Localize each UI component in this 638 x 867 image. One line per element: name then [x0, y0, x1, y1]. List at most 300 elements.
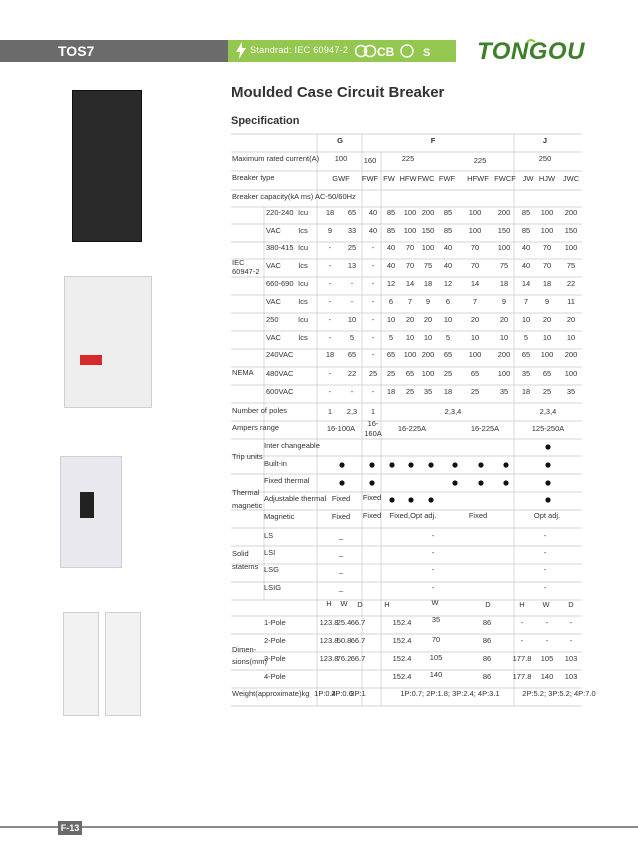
- table-cell: Fixed: [362, 493, 382, 502]
- feature-dot-icon: [478, 462, 483, 467]
- table-cell: Solid: [232, 549, 249, 558]
- table-cell: 123.8: [319, 618, 339, 627]
- table-cell: sions(mm): [232, 657, 267, 666]
- table-cell: 14: [470, 279, 480, 288]
- table-cell: HJW: [538, 174, 556, 183]
- table-cell: Fixed: [331, 512, 351, 521]
- table-cell: 18: [423, 279, 433, 288]
- table-cell: 86: [482, 672, 492, 681]
- table-cell: 152.4: [392, 672, 412, 681]
- table-cell: 160A: [364, 429, 382, 438]
- table-cell: -: [350, 297, 354, 306]
- table-cell: Ics: [298, 261, 308, 270]
- table-cell: 35: [566, 387, 576, 396]
- table-cell: 75: [423, 261, 433, 270]
- table-cell: -: [431, 565, 435, 574]
- table-cell: 100: [421, 243, 435, 252]
- table-cell: 105: [429, 653, 443, 662]
- feature-dot-icon: [503, 462, 508, 467]
- table-cell: 200: [421, 208, 435, 217]
- table-cell: -: [350, 387, 354, 396]
- table-cell: Adjustable thermal: [264, 494, 327, 503]
- table-cell: D: [357, 600, 363, 609]
- table-cell: 160: [363, 156, 377, 165]
- table-cell: IEC: [232, 258, 245, 267]
- table-cell: -: [371, 315, 375, 324]
- table-cell: 66.7: [350, 654, 366, 663]
- table-cell: 100: [497, 243, 511, 252]
- table-cell: 100: [403, 226, 417, 235]
- table-cell: 40: [521, 261, 531, 270]
- table-cell: 6: [388, 297, 394, 306]
- table-cell: 10: [499, 333, 509, 342]
- table-cell: FWC: [417, 174, 435, 183]
- page-title: Moulded Case Circuit Breaker: [231, 84, 445, 101]
- feature-dot-icon: [408, 497, 413, 502]
- table-cell: Inter changeable: [264, 441, 320, 450]
- table-cell: FWCF: [494, 174, 516, 183]
- table-cell: 100: [403, 350, 417, 359]
- table-cell: -: [328, 261, 332, 270]
- table-cell: 2,3,4: [539, 407, 557, 416]
- table-cell: FWF: [361, 174, 379, 183]
- table-cell: 100: [540, 208, 554, 217]
- table-cell: 220-240: [266, 208, 294, 217]
- svg-text:CB: CB: [377, 45, 395, 59]
- table-cell: Maximum rated current(A): [232, 154, 320, 163]
- feature-dot-icon: [339, 480, 344, 485]
- table-cell: 22: [566, 279, 576, 288]
- table-cell: 22: [347, 369, 357, 378]
- table-cell: Icu: [297, 315, 309, 324]
- feature-dot-icon: [545, 480, 550, 485]
- table-cell: 85: [386, 208, 396, 217]
- table-cell: 2,3: [346, 407, 358, 416]
- table-cell: 25: [443, 369, 453, 378]
- table-cell: 100: [403, 208, 417, 217]
- table-cell: F: [430, 136, 436, 145]
- feature-dot-icon: [545, 444, 550, 449]
- table-cell: Ics: [298, 297, 308, 306]
- feature-dot-icon: [389, 497, 394, 502]
- table-cell: -: [569, 636, 573, 645]
- table-cell: 85: [443, 208, 453, 217]
- feature-dot-icon: [339, 462, 344, 467]
- table-cell: 100: [468, 350, 482, 359]
- table-cell: 2-Pole: [264, 636, 286, 645]
- brand-text: TONGOU: [477, 38, 585, 65]
- table-cell: W: [431, 598, 439, 607]
- table-cell: 100: [540, 350, 554, 359]
- table-cell: VAC: [266, 226, 281, 235]
- table-cell: -: [350, 279, 354, 288]
- table-cell: 66.7: [350, 636, 366, 645]
- table-cell: 13: [347, 261, 357, 270]
- table-cell: 105: [540, 654, 554, 663]
- footer-rule: [0, 826, 638, 828]
- table-cell: Fixed: [362, 511, 382, 520]
- table-cell: 20: [405, 315, 415, 324]
- standard-label: Standrad: IEC 60947-2: [250, 45, 349, 55]
- table-cell: 152.4: [392, 654, 412, 663]
- table-cell: -: [431, 583, 435, 592]
- table-cell: 5: [523, 333, 529, 342]
- table-cell: LS: [264, 531, 274, 540]
- table-cell: Trip units: [232, 452, 263, 461]
- table-cell: 7: [407, 297, 413, 306]
- table-cell: Icu: [297, 208, 309, 217]
- table-cell: D: [485, 600, 491, 609]
- table-cell: 86: [482, 654, 492, 663]
- table-cell: 25: [542, 387, 552, 396]
- table-cell: 140: [429, 670, 443, 679]
- feature-dot-icon: [503, 480, 508, 485]
- table-cell: Fixed: [331, 494, 351, 503]
- table-cell: HFW: [399, 174, 417, 183]
- table-cell: 123.8: [319, 636, 339, 645]
- table-cell: 10: [386, 315, 396, 324]
- table-cell: LSIG: [264, 583, 282, 592]
- table-cell: LSI: [264, 548, 276, 557]
- feature-dot-icon: [369, 480, 374, 485]
- table-cell: 25: [405, 387, 415, 396]
- table-cell: 20: [566, 315, 576, 324]
- table-cell: Number of poles: [232, 406, 288, 415]
- table-cell: 100: [497, 369, 511, 378]
- table-cell: -: [328, 387, 332, 396]
- table-cell: 70: [405, 243, 415, 252]
- table-cell: 10: [423, 333, 433, 342]
- table-cell: 660-690: [266, 279, 294, 288]
- table-cell: -: [328, 297, 332, 306]
- table-cell: 250: [538, 154, 552, 163]
- table-cell: 12: [443, 279, 453, 288]
- table-cell: -: [328, 243, 332, 252]
- table-cell: -: [371, 333, 375, 342]
- table-cell: Ampers range: [232, 423, 280, 432]
- table-cell: 65: [470, 369, 480, 378]
- table-cell: Breaker capacity(kA ms) AC-50/60Hz: [232, 192, 356, 201]
- table-cell: statems: [232, 562, 259, 571]
- table-cell: 200: [421, 350, 435, 359]
- table-cell: 35: [431, 615, 441, 624]
- table-cell: 100: [421, 369, 435, 378]
- table-cell: 16-100A: [326, 424, 356, 433]
- table-cell: 16-225A: [397, 424, 427, 433]
- table-cell: GWF: [332, 174, 350, 183]
- table-cell: -: [543, 565, 547, 574]
- table-cell: 18: [325, 208, 335, 217]
- table-cell: magnetic: [232, 501, 263, 510]
- table-cell: -: [371, 350, 375, 359]
- table-cell: LSG: [264, 565, 280, 574]
- feature-dot-icon: [478, 480, 483, 485]
- table-cell: 65: [386, 350, 396, 359]
- table-cell: D: [568, 600, 574, 609]
- table-cell: 25: [470, 387, 480, 396]
- table-cell: 76.2: [336, 654, 352, 663]
- table-cell: 65: [347, 350, 357, 359]
- table-cell: Magnetic: [264, 512, 295, 521]
- table-cell: 16-: [367, 419, 379, 428]
- table-cell: 18: [542, 279, 552, 288]
- table-cell: VAC: [266, 261, 281, 270]
- table-cell: 9: [425, 297, 431, 306]
- table-cell: -: [543, 531, 547, 540]
- table-cell: 10: [542, 333, 552, 342]
- table-cell: 20: [542, 315, 552, 324]
- table-cell: Breaker type: [232, 173, 275, 182]
- table-cell: 25.4: [336, 618, 352, 627]
- table-cell: 200: [564, 350, 578, 359]
- table-cell: H: [384, 600, 390, 609]
- feature-dot-icon: [452, 480, 457, 485]
- table-cell: _: [338, 583, 344, 592]
- table-cell: 18: [521, 387, 531, 396]
- table-cell: 20: [499, 315, 509, 324]
- table-cell: 123.8: [319, 654, 339, 663]
- table-cell: 70: [542, 261, 552, 270]
- table-cell: 10: [347, 315, 357, 324]
- table-cell: 10: [566, 333, 576, 342]
- table-cell: 4-Pole: [264, 672, 286, 681]
- table-cell: 150: [497, 226, 511, 235]
- table-cell: 380-415: [266, 243, 294, 252]
- table-cell: 70: [470, 261, 480, 270]
- table-cell: 600VAC: [266, 387, 294, 396]
- feature-dot-icon: [545, 462, 550, 467]
- table-cell: 18: [443, 387, 453, 396]
- table-cell: 140: [540, 672, 554, 681]
- table-cell: NEMA: [232, 368, 254, 377]
- table-cell: -: [520, 618, 524, 627]
- table-cell: 5: [445, 333, 451, 342]
- table-cell: J: [542, 136, 548, 145]
- table-cell: VAC: [266, 297, 281, 306]
- table-cell: Icu: [297, 279, 309, 288]
- table-cell: _: [338, 548, 344, 557]
- table-cell: JW: [522, 174, 534, 183]
- table-cell: 16-225A: [470, 424, 500, 433]
- table-cell: 100: [334, 154, 348, 163]
- table-cell: 100: [468, 208, 482, 217]
- table-cell: 1-Pole: [264, 618, 286, 627]
- page-number: F-13: [58, 821, 82, 835]
- table-cell: 85: [521, 226, 531, 235]
- table-cell: 70: [542, 243, 552, 252]
- table-cell: 20: [423, 315, 433, 324]
- table-cell: 85: [386, 226, 396, 235]
- table-cell: W: [542, 600, 550, 609]
- table-cell: 65: [542, 369, 552, 378]
- table-cell: 6: [445, 297, 451, 306]
- series-label: TOS7: [58, 43, 95, 59]
- table-cell: 1: [327, 407, 333, 416]
- table-cell: 60947-2: [232, 267, 260, 276]
- table-cell: Ics: [298, 226, 308, 235]
- table-cell: 10: [443, 315, 453, 324]
- table-cell: FWF: [438, 174, 456, 183]
- table-cell: 25: [368, 369, 378, 378]
- table-cell: -: [328, 333, 332, 342]
- table-cell: 75: [566, 261, 576, 270]
- table-cell: Fixed,Opt adj.: [389, 511, 437, 520]
- table-cell: 85: [521, 208, 531, 217]
- table-cell: 35: [521, 369, 531, 378]
- table-cell: 7: [523, 297, 529, 306]
- table-cell: 177.8: [512, 654, 532, 663]
- table-cell: 40: [368, 226, 378, 235]
- table-cell: 100: [564, 369, 578, 378]
- table-cell: HFWF: [467, 174, 489, 183]
- table-cell: 150: [421, 226, 435, 235]
- table-cell: -: [545, 618, 549, 627]
- table-cell: 1: [370, 407, 376, 416]
- table-cell: 152.4: [392, 636, 412, 645]
- table-cell: 40: [368, 208, 378, 217]
- table-cell: G: [337, 136, 343, 145]
- table-cell: 103: [564, 672, 578, 681]
- table-cell: -: [431, 548, 435, 557]
- feature-dot-icon: [369, 462, 374, 467]
- table-cell: -: [545, 636, 549, 645]
- table-cell: -: [328, 369, 332, 378]
- table-cell: 7: [472, 297, 478, 306]
- table-cell: 86: [482, 618, 492, 627]
- table-cell: Ics: [298, 333, 308, 342]
- table-cell: -: [543, 583, 547, 592]
- table-cell: 125-250A: [531, 424, 565, 433]
- table-cell: -: [371, 297, 375, 306]
- table-cell: 65: [521, 350, 531, 359]
- table-cell: H: [519, 600, 525, 609]
- table-cell: 100: [564, 243, 578, 252]
- table-cell: 10: [405, 333, 415, 342]
- table-cell: 33: [347, 226, 357, 235]
- section-title: Specification: [231, 115, 300, 127]
- table-cell: Weight(approximate)kg: [232, 689, 310, 698]
- table-cell: 14: [405, 279, 415, 288]
- table-cell: 200: [564, 208, 578, 217]
- table-cell: 65: [405, 369, 415, 378]
- feature-dot-icon: [452, 462, 457, 467]
- table-cell: -: [431, 531, 435, 540]
- table-cell: 103: [564, 654, 578, 663]
- feature-dot-icon: [545, 497, 550, 502]
- table-cell: 5: [349, 333, 355, 342]
- table-cell: -: [371, 387, 375, 396]
- table-cell: -: [371, 279, 375, 288]
- svg-text:S: S: [423, 47, 431, 59]
- table-cell: 5: [388, 333, 394, 342]
- table-cell: 66.7: [350, 618, 366, 627]
- table-cell: 85: [443, 226, 453, 235]
- table-cell: 40: [443, 261, 453, 270]
- table-cell: 150: [564, 226, 578, 235]
- table-cell: -: [328, 315, 332, 324]
- table-cell: 40: [386, 243, 396, 252]
- feature-dot-icon: [428, 497, 433, 502]
- table-cell: 65: [443, 350, 453, 359]
- feature-dot-icon: [428, 462, 433, 467]
- table-cell: 1P:0.7; 2P:1.8; 3P:2.4; 4P:3.1: [400, 689, 500, 698]
- table-cell: 240VAC: [266, 350, 294, 359]
- table-cell: 2P:0.6: [331, 689, 353, 698]
- table-cell: 152.4: [392, 618, 412, 627]
- table-cell: -: [371, 243, 375, 252]
- table-cell: Fixed thermal: [264, 476, 310, 485]
- table-cell: 225: [473, 156, 487, 165]
- table-cell: 9: [544, 297, 550, 306]
- table-cell: 70: [431, 635, 441, 644]
- feature-dot-icon: [389, 462, 394, 467]
- table-cell: 480VAC: [266, 369, 294, 378]
- table-cell: FW: [383, 174, 395, 183]
- table-cell: 70: [470, 243, 480, 252]
- table-cell: 50.8: [336, 636, 352, 645]
- table-cell: 225: [401, 154, 415, 163]
- table-cell: 9: [327, 226, 333, 235]
- table-cell: _: [338, 565, 344, 574]
- table-cell: 18: [499, 279, 509, 288]
- table-cell: 10: [470, 333, 480, 342]
- table-cell: 3-Pole: [264, 654, 286, 663]
- table-cell: W: [340, 599, 348, 608]
- table-cell: -: [569, 618, 573, 627]
- table-cell: 18: [325, 350, 335, 359]
- table-cell: 9: [501, 297, 507, 306]
- table-cell: 70: [405, 261, 415, 270]
- table-cell: 65: [347, 208, 357, 217]
- table-cell: 3P:1: [350, 689, 366, 698]
- table-cell: _: [338, 531, 344, 540]
- feature-dot-icon: [408, 462, 413, 467]
- table-cell: Built-in: [264, 459, 287, 468]
- table-cell: 2,3,4: [444, 407, 462, 416]
- table-cell: VAC: [266, 333, 281, 342]
- table-cell: 18: [386, 387, 396, 396]
- table-cell: 35: [499, 387, 509, 396]
- table-cell: 25: [386, 369, 396, 378]
- table-cell: 75: [499, 261, 509, 270]
- table-cell: 12: [386, 279, 396, 288]
- table-cell: 10: [521, 315, 531, 324]
- table-cell: 200: [497, 350, 511, 359]
- table-cell: 20: [470, 315, 480, 324]
- table-cell: 100: [468, 226, 482, 235]
- table-cell: Thermal: [232, 488, 260, 497]
- table-cell: -: [371, 261, 375, 270]
- table-cell: 1P:0.4: [314, 689, 336, 698]
- table-cell: H: [326, 599, 332, 608]
- table-cell: 100: [540, 226, 554, 235]
- table-cell: JWC: [562, 174, 580, 183]
- table-cell: 2P:5.2; 3P:5.2; 4P:7.0: [522, 689, 596, 698]
- table-cell: 40: [521, 243, 531, 252]
- table-cell: 177.8: [512, 672, 532, 681]
- table-cell: 86: [482, 636, 492, 645]
- table-cell: -: [543, 548, 547, 557]
- table-cell: Fixed: [468, 511, 488, 520]
- table-cell: Icu: [297, 243, 309, 252]
- table-cell: Dimen-: [232, 645, 257, 654]
- table-cell: 25: [347, 243, 357, 252]
- table-cell: 40: [386, 261, 396, 270]
- table-cell: 250: [266, 315, 279, 324]
- table-cell: Opt adj.: [533, 511, 561, 520]
- table-cell: -: [520, 636, 524, 645]
- table-cell: -: [328, 279, 332, 288]
